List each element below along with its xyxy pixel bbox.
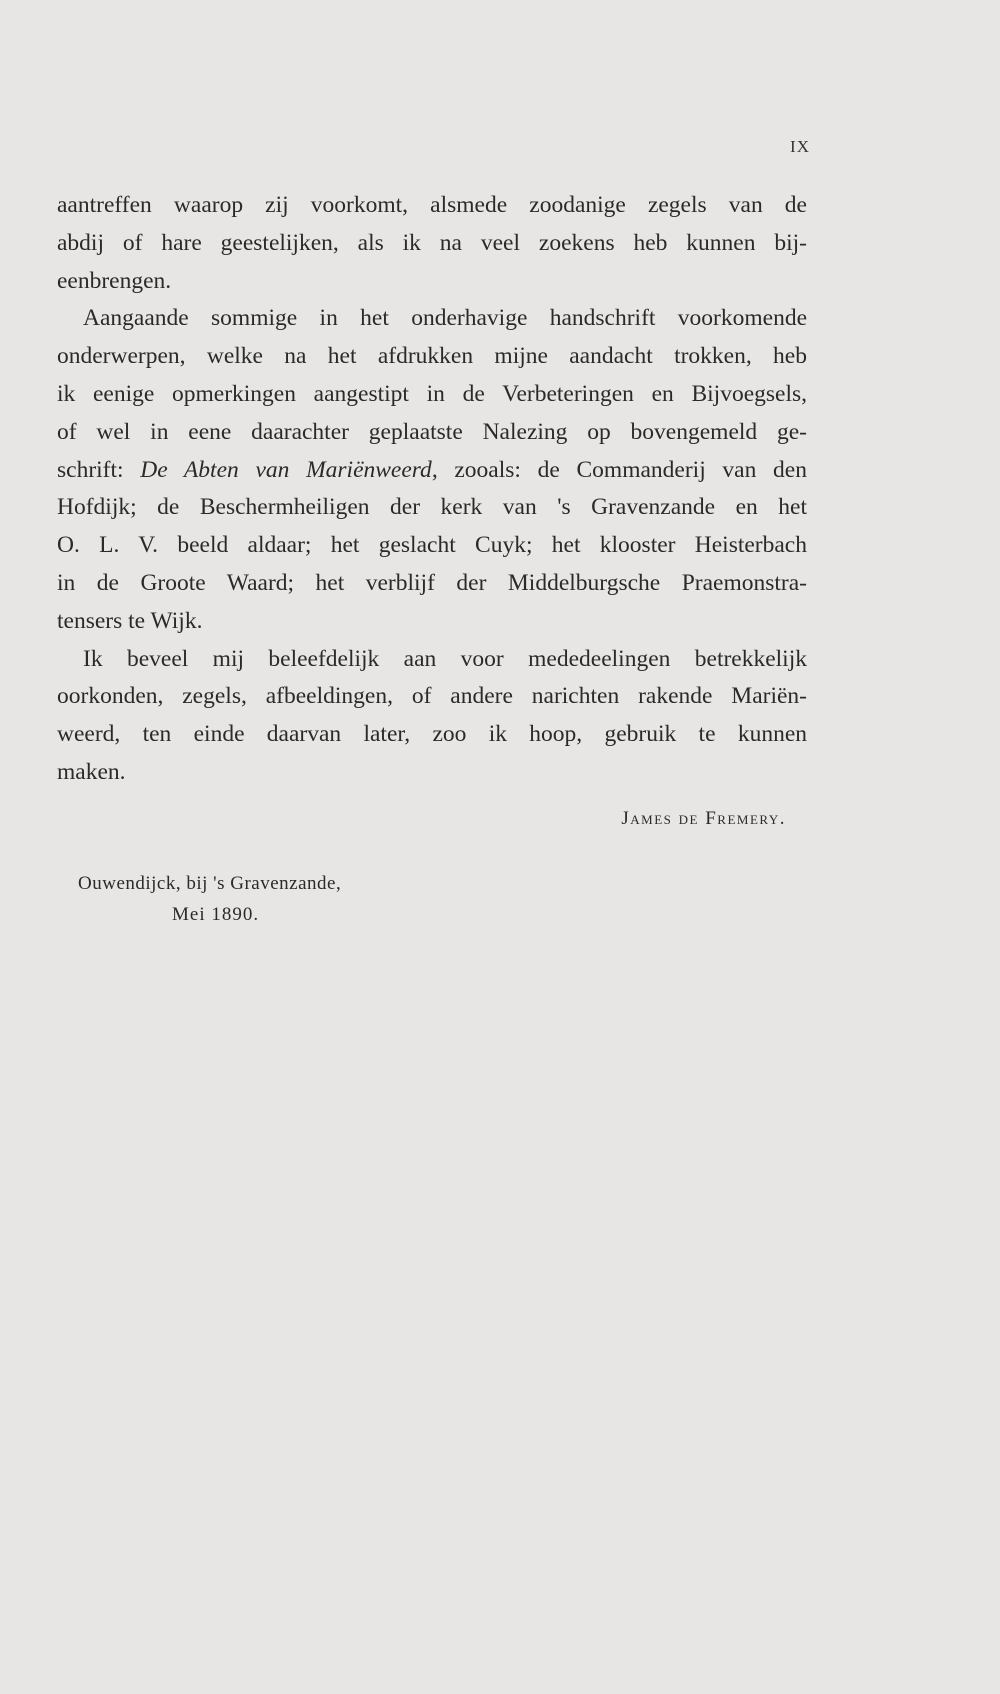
text-fragment: , zooals: de Commanderij van den [431, 456, 807, 483]
text-line: onderwerpen, welke na het afdrukken mijne aandacht trokken, heb [57, 343, 807, 370]
page-number: IX [790, 137, 810, 156]
body-text [57, 187, 807, 792]
text-fragment: schrift: [57, 456, 141, 483]
text-line: maken. [57, 758, 126, 785]
text-line: weerd, ten einde daarvan later, zoo ik hoop, gebruik te kunnen [57, 721, 807, 748]
text-line: ik eenige opmerkingen aangestipt in de Verbeteringen en Bijvoegsels, [57, 380, 807, 407]
date-line: Mei 1890. [172, 904, 260, 925]
text-line: aantreffen waarop zij voorkomt, alsmede zoodanige zegels van de [57, 192, 807, 218]
text-line-with-title [57, 452, 807, 490]
place-line: Ouwendijck, bij 's Gravenzande, [78, 873, 342, 894]
text-line: of wel in eene daarachter geplaatste Nalezing op bovengemeld ge- [57, 418, 807, 445]
text-line: abdij of hare geestelijken, als ik na veel zoekens heb kunnen bij- [57, 229, 807, 256]
text-line: Aangaande sommige in het onderhavige handschrift voorkomende [83, 305, 807, 332]
text-line: eenbrengen. [57, 267, 172, 294]
text-line: tensers te Wijk. [57, 607, 203, 634]
author-signature: James de Fremery. [621, 808, 786, 829]
text-line: oorkonden, zegels, afbeeldingen, of andere narichten rakende Mariën- [57, 683, 807, 710]
text-line: in de Groote Waard; het verblijf der Middelburgsche Praemonstra- [57, 569, 807, 596]
text-line: O. L. V. beeld aldaar; het geslacht Cuyk; het klooster Heisterbach [57, 532, 807, 559]
text-line: Ik beveel mij beleefdelijk aan voor mededeelingen betrekkelijk [83, 645, 807, 672]
text-line: Hofdijk; de Beschermheiligen der kerk van 's Gravenzande en het [57, 494, 807, 521]
book-title: De Abten van Mariënweerd [140, 456, 432, 483]
